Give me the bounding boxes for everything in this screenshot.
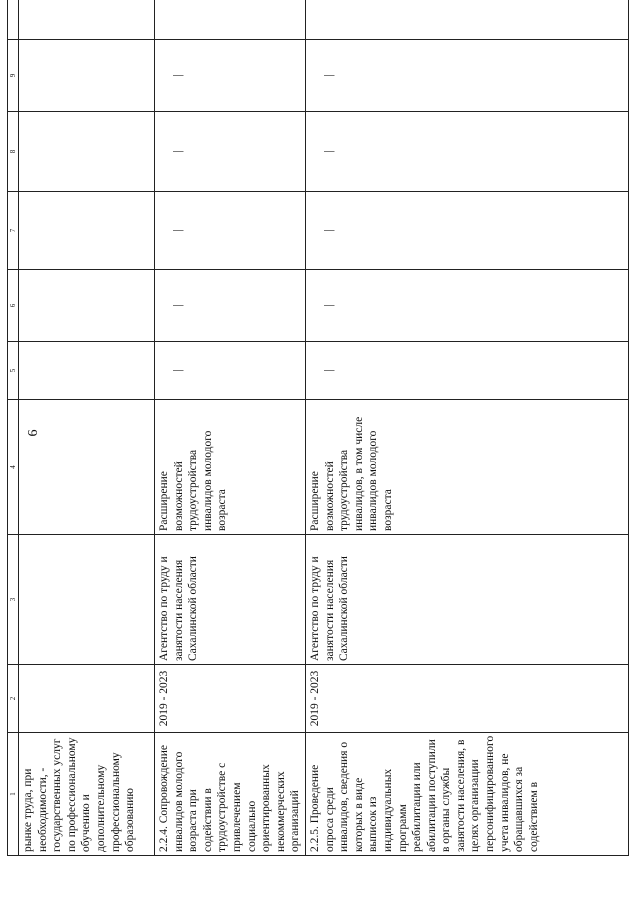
measures-table <box>7 0 629 856</box>
dash-mark: | <box>322 369 335 372</box>
dash-mark: | <box>172 369 184 372</box>
value-cell <box>155 40 306 112</box>
period-cell <box>19 665 155 733</box>
dash-mark: | <box>172 74 184 77</box>
indicator-ref <box>308 0 337 36</box>
column-header: 7 <box>8 192 19 270</box>
value-cell <box>305 342 628 400</box>
dash-mark: | <box>172 229 184 232</box>
rotated-table-wrapper <box>7 48 629 856</box>
table-row <box>305 0 628 856</box>
dash-mark: | <box>322 304 335 307</box>
result-cell: Расширение возможностей трудоустройства инвалидов молодого возраста <box>155 400 306 535</box>
value-cell <box>19 270 155 342</box>
value-cell <box>305 270 628 342</box>
page-number: 6 <box>26 429 41 437</box>
result-cell: Расширение возможностей трудоустройства инвалидов, в том числе инвалидов молодого возраста <box>305 400 628 535</box>
value-cell <box>19 342 155 400</box>
table-row <box>155 0 306 856</box>
result-cell <box>19 400 155 535</box>
column-header <box>8 0 19 40</box>
measure-description: 2.2.4. Сопровождение инвалидов молодого возраста при содействии в трудоустройстве с привлечением социально ориентированных некоммерческих организаций <box>155 733 306 856</box>
value-cell <box>305 112 628 192</box>
value-cell <box>155 342 306 400</box>
column-header: 5 <box>8 342 19 400</box>
table-row <box>19 0 155 856</box>
dash-mark: | <box>172 150 184 153</box>
responsible-cell: Агентство по труду и занятости населения Сахалинской области <box>155 535 306 665</box>
column-header: 4 <box>8 400 19 535</box>
column-header: 8 <box>8 112 19 192</box>
value-cell <box>305 192 628 270</box>
column-header: 3 <box>8 535 19 665</box>
indicator-ref-cell <box>19 0 155 40</box>
indicator-ref <box>157 0 186 36</box>
dash-mark: | <box>172 304 184 307</box>
column-header: 2 <box>8 665 19 733</box>
value-cell <box>305 40 628 112</box>
column-header: 1 <box>8 733 19 856</box>
responsible-cell <box>19 535 155 665</box>
value-cell <box>19 40 155 112</box>
measure-description: 2.2.5. Проведение опроса среди инвалидов, сведения о которых в виде выписок из индивидуальных программ реабилитации или абилитации поступили в органы службы занятости населения, в целях организации персонифицированного учета инвалидов, не обращавшихся за содействием в <box>305 733 628 856</box>
value-cell <box>155 270 306 342</box>
dash-mark: | <box>322 229 335 232</box>
responsible-cell: Агентство по труду и занятости населения Сахалинской области <box>305 535 628 665</box>
dash-mark: | <box>322 150 335 153</box>
value-cell <box>19 112 155 192</box>
indicator-ref-cell <box>305 0 628 40</box>
dash-mark: | <box>322 74 335 77</box>
table-header-row <box>8 0 19 856</box>
value-cell <box>19 192 155 270</box>
measure-description: рынке труда, при необходимости, - государственных услуг по профессиональному обучению и дополнительному профессиональному образованию <box>19 733 155 856</box>
value-cell <box>155 192 306 270</box>
column-header: 6 <box>8 270 19 342</box>
period-cell: 2019 - 2023 <box>155 665 306 733</box>
period-cell: 2019 - 2023 <box>305 665 628 733</box>
column-header: 9 <box>8 40 19 112</box>
indicator-ref-cell <box>155 0 306 40</box>
value-cell <box>155 112 306 192</box>
